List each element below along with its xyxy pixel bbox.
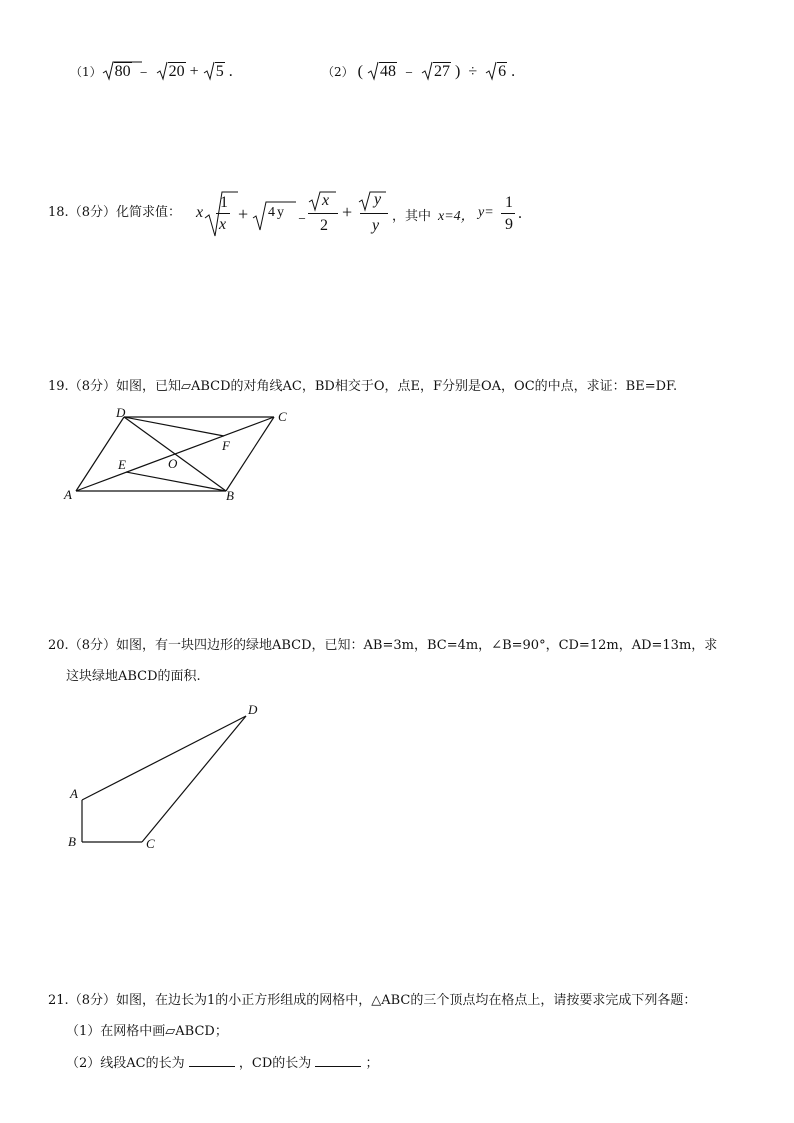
label-e: E <box>118 457 126 472</box>
sqrt-80: 80 <box>114 63 132 81</box>
q20-quadrilateral-figure <box>60 698 280 858</box>
label-d: D <box>116 405 126 420</box>
radical-sign-icon <box>203 61 215 81</box>
label-a: A <box>70 786 78 801</box>
q19-number: 19. <box>48 379 69 394</box>
label-a: A <box>64 487 72 502</box>
q20-number: 20. <box>48 638 69 653</box>
q20-text-line1: 如图，有一块四边形的绿地ABCD，已知：AB=3m，BC=4m，∠B=90°，CD=12m，AD=13m，求 <box>115 638 718 653</box>
radical-sign-icon <box>367 61 379 81</box>
q21-text: 如图，在边长为1的小正方形组成的网格中，△ABC的三个顶点均在格点上，请按要求完成下列各题： <box>115 993 697 1008</box>
question-18 <box>48 204 181 244</box>
sqrt-6: 6 <box>497 63 507 81</box>
q17-part2: （2） ( 48 ﹣ 27 ) ÷ 6 . <box>322 63 516 80</box>
q21-sub2: （2）线段AC的长为 ，CD的长为 ； <box>66 1056 379 1071</box>
q18-prompt: 化简求值： <box>115 205 181 220</box>
fraction-bar <box>216 213 230 214</box>
label-b: B <box>68 834 76 849</box>
q21-sub1: （1）在网格中画▱ABCD； <box>66 1024 228 1039</box>
question-19 <box>48 378 677 396</box>
radical-sign-icon <box>358 190 388 212</box>
label-b: B <box>226 488 234 503</box>
q19-parallelogram-figure <box>60 404 320 504</box>
sqrt-20: 20 <box>168 63 186 81</box>
radical-sign-icon <box>102 61 114 81</box>
q20-text-line2: 这块绿地ABCD的面积. <box>66 669 201 684</box>
label-o: O <box>168 456 178 471</box>
side-bc <box>226 417 274 491</box>
sqrt-27: 27 <box>433 63 451 81</box>
label-c: C <box>146 836 155 851</box>
question-21 <box>48 992 696 1010</box>
question-20 <box>48 637 717 655</box>
diagonal-bd <box>124 417 226 491</box>
radical-sign-icon <box>421 61 433 81</box>
sqrt-48: 48 <box>379 63 397 81</box>
label-c: C <box>278 409 287 424</box>
radical-sign-icon <box>485 61 497 81</box>
segment-be <box>126 472 226 491</box>
answer-blank-cd[interactable] <box>315 1054 361 1067</box>
q21-points: （8分） <box>68 993 116 1008</box>
q17-part1: （1） 80 ﹣ 20 + 5 . <box>70 63 233 80</box>
side-da <box>82 716 246 800</box>
fraction-bar <box>501 213 515 214</box>
label-d: D <box>248 702 258 717</box>
side-cd <box>142 716 246 842</box>
q19-points: （8分） <box>68 379 116 394</box>
q19-text: 如图，已知▱ABCD的对角线AC，BD相交于O，点E，F分别是OA，OC的中点，求证：BE=DF. <box>115 379 678 394</box>
q17-part1-number: （1） <box>70 65 102 79</box>
q20-points: （8分） <box>68 638 116 653</box>
fraction-bar <box>308 213 338 214</box>
radical-sign-icon <box>156 61 168 81</box>
sqrt-5: 5 <box>215 63 225 81</box>
q17-part2-number: （2） <box>322 65 354 79</box>
segment-df <box>124 417 224 436</box>
side-da <box>76 417 124 491</box>
q18-points: （8分） <box>68 205 116 220</box>
answer-blank-ac[interactable] <box>189 1054 235 1067</box>
q18-number: 18. <box>48 205 69 220</box>
label-f: F <box>222 438 230 453</box>
q21-number: 21. <box>48 993 69 1008</box>
fraction-bar <box>360 213 388 214</box>
